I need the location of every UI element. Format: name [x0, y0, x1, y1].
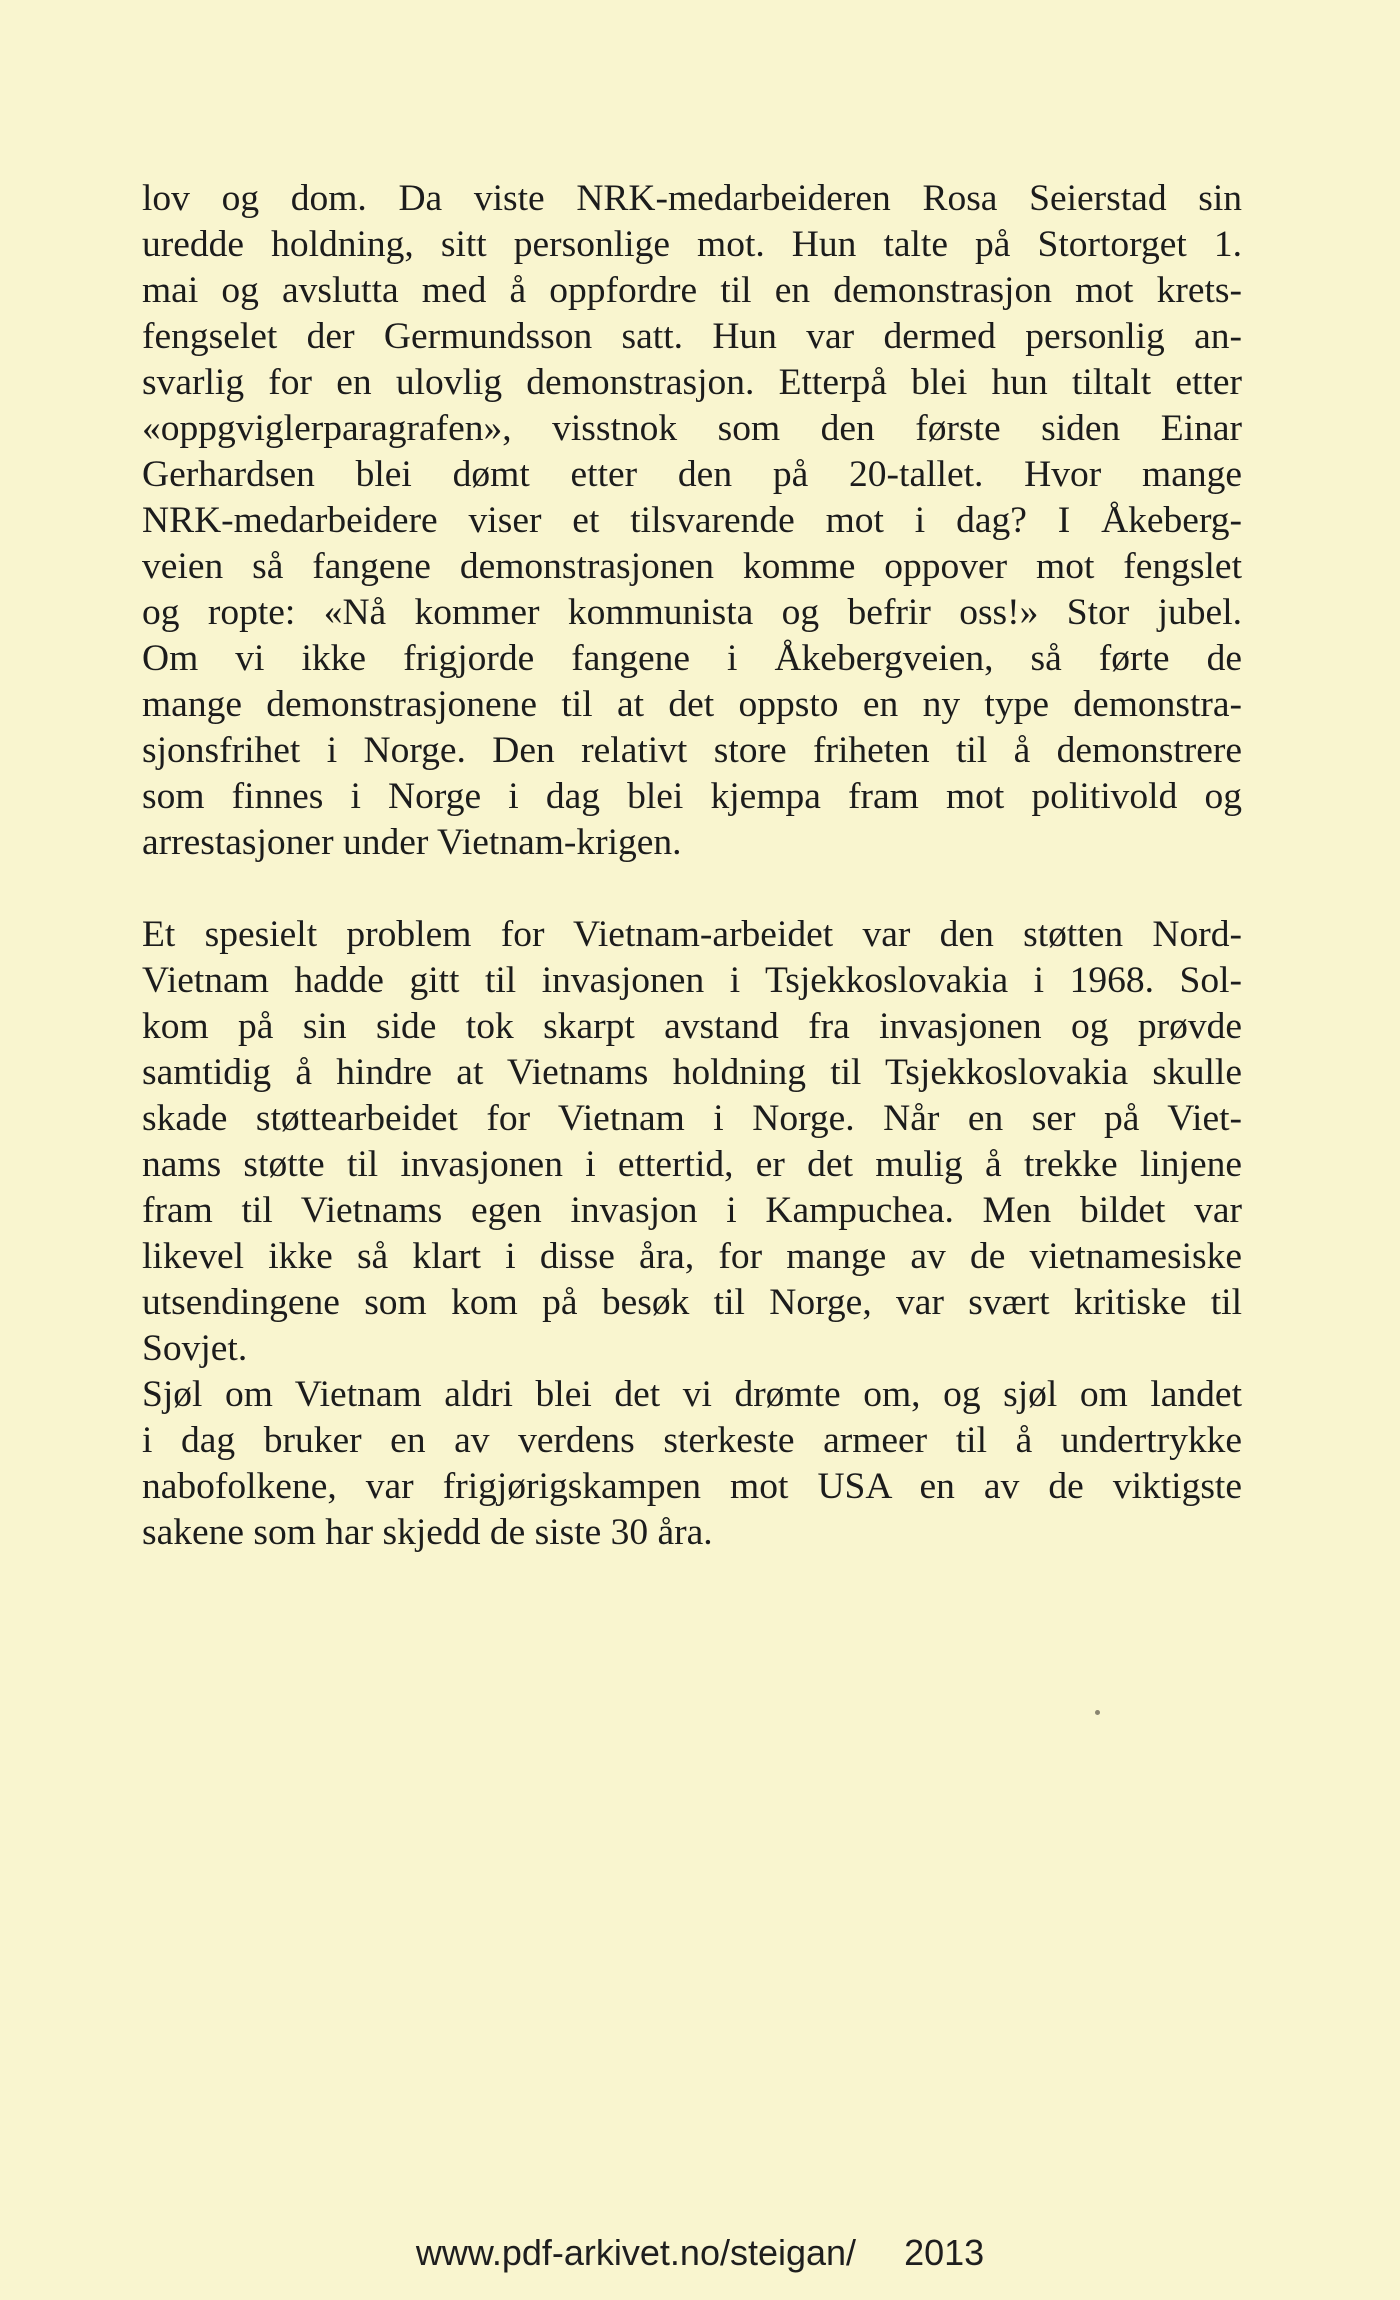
text-line: Et spesielt problem for Vietnam-arbeidet var den støtten Nord- — [142, 914, 1242, 955]
text-line: Vietnam hadde gitt til invasjonen i Tsjekkoslovakia i 1968. Sol- — [142, 960, 1242, 1001]
text-line: nabofolkene, var frigjørigskampen mot USA en av de viktigste — [142, 1466, 1242, 1507]
text-line: «oppgviglerparagrafen», visstnok som den første siden Einar — [142, 408, 1242, 449]
text-line: sjonsfrihet i Norge. Den relativt store friheten til å demonstrere — [142, 730, 1242, 771]
paragraph-1 — [142, 176, 1242, 866]
text-line: mange demonstrasjonene til at det oppsto en ny type demonstra- — [142, 684, 1242, 725]
footer-url: www.pdf-arkivet.no/steigan/ — [415, 2232, 857, 2273]
text-line: lov og dom. Da viste NRK-medarbeideren Rosa Seierstad sin — [142, 178, 1242, 219]
text-line: uredde holdning, sitt personlige mot. Hun talte på Stortorget 1. — [142, 224, 1242, 265]
text-line: og ropte: «Nå kommer kommunista og befrir oss!» Stor jubel. — [142, 592, 1242, 633]
paragraph-2 — [142, 912, 1242, 1556]
print-speck — [1095, 1710, 1100, 1715]
text-line: skade støttearbeidet for Vietnam i Norge. Når en ser på Viet- — [142, 1098, 1242, 1139]
text-line: sakene som har skjedd de siste 30 åra. — [142, 1512, 713, 1553]
text-line: NRK-medarbeidere viser et tilsvarende mot i dag? I Åkeberg- — [142, 500, 1242, 541]
page-footer — [0, 2232, 1400, 2274]
text-line: Sjøl om Vietnam aldri blei det vi drømte om, og sjøl om landet — [142, 1374, 1242, 1415]
text-line: arrestasjoner under Vietnam-krigen. — [142, 822, 682, 863]
text-line: utsendingene som kom på besøk til Norge, var svært kritiske til — [142, 1282, 1242, 1323]
text-line: kom på sin side tok skarpt avstand fra invasjonen og prøvde — [142, 1006, 1242, 1047]
text-line: Om vi ikke frigjorde fangene i Åkebergveien, så førte de — [142, 638, 1242, 679]
text-line: nams støtte til invasjonen i ettertid, er det mulig å trekke linjene — [142, 1144, 1242, 1185]
footer-year: 2013 — [904, 2232, 985, 2273]
text-line: Gerhardsen blei dømt etter den på 20-tallet. Hvor mange — [142, 454, 1242, 495]
text-line: i dag bruker en av verdens sterkeste armeer til å undertrykke — [142, 1420, 1242, 1461]
text-line: fram til Vietnams egen invasjon i Kampuchea. Men bildet var — [142, 1190, 1242, 1231]
text-line: Sovjet. — [142, 1328, 248, 1369]
text-line: likevel ikke så klart i disse åra, for mange av de vietnamesiske — [142, 1236, 1242, 1277]
text-line: svarlig for en ulovlig demonstrasjon. Etterpå blei hun tiltalt etter — [142, 362, 1242, 403]
text-line: som finnes i Norge i dag blei kjempa fram mot politivold og — [142, 776, 1242, 817]
text-line: veien så fangene demonstrasjonen komme oppover mot fengslet — [142, 546, 1242, 587]
text-line: mai og avslutta med å oppfordre til en demonstrasjon mot krets- — [142, 270, 1242, 311]
text-line: fengselet der Germundsson satt. Hun var dermed personlig an- — [142, 316, 1242, 357]
text-line: samtidig å hindre at Vietnams holdning til Tsjekkoslovakia skulle — [142, 1052, 1242, 1093]
